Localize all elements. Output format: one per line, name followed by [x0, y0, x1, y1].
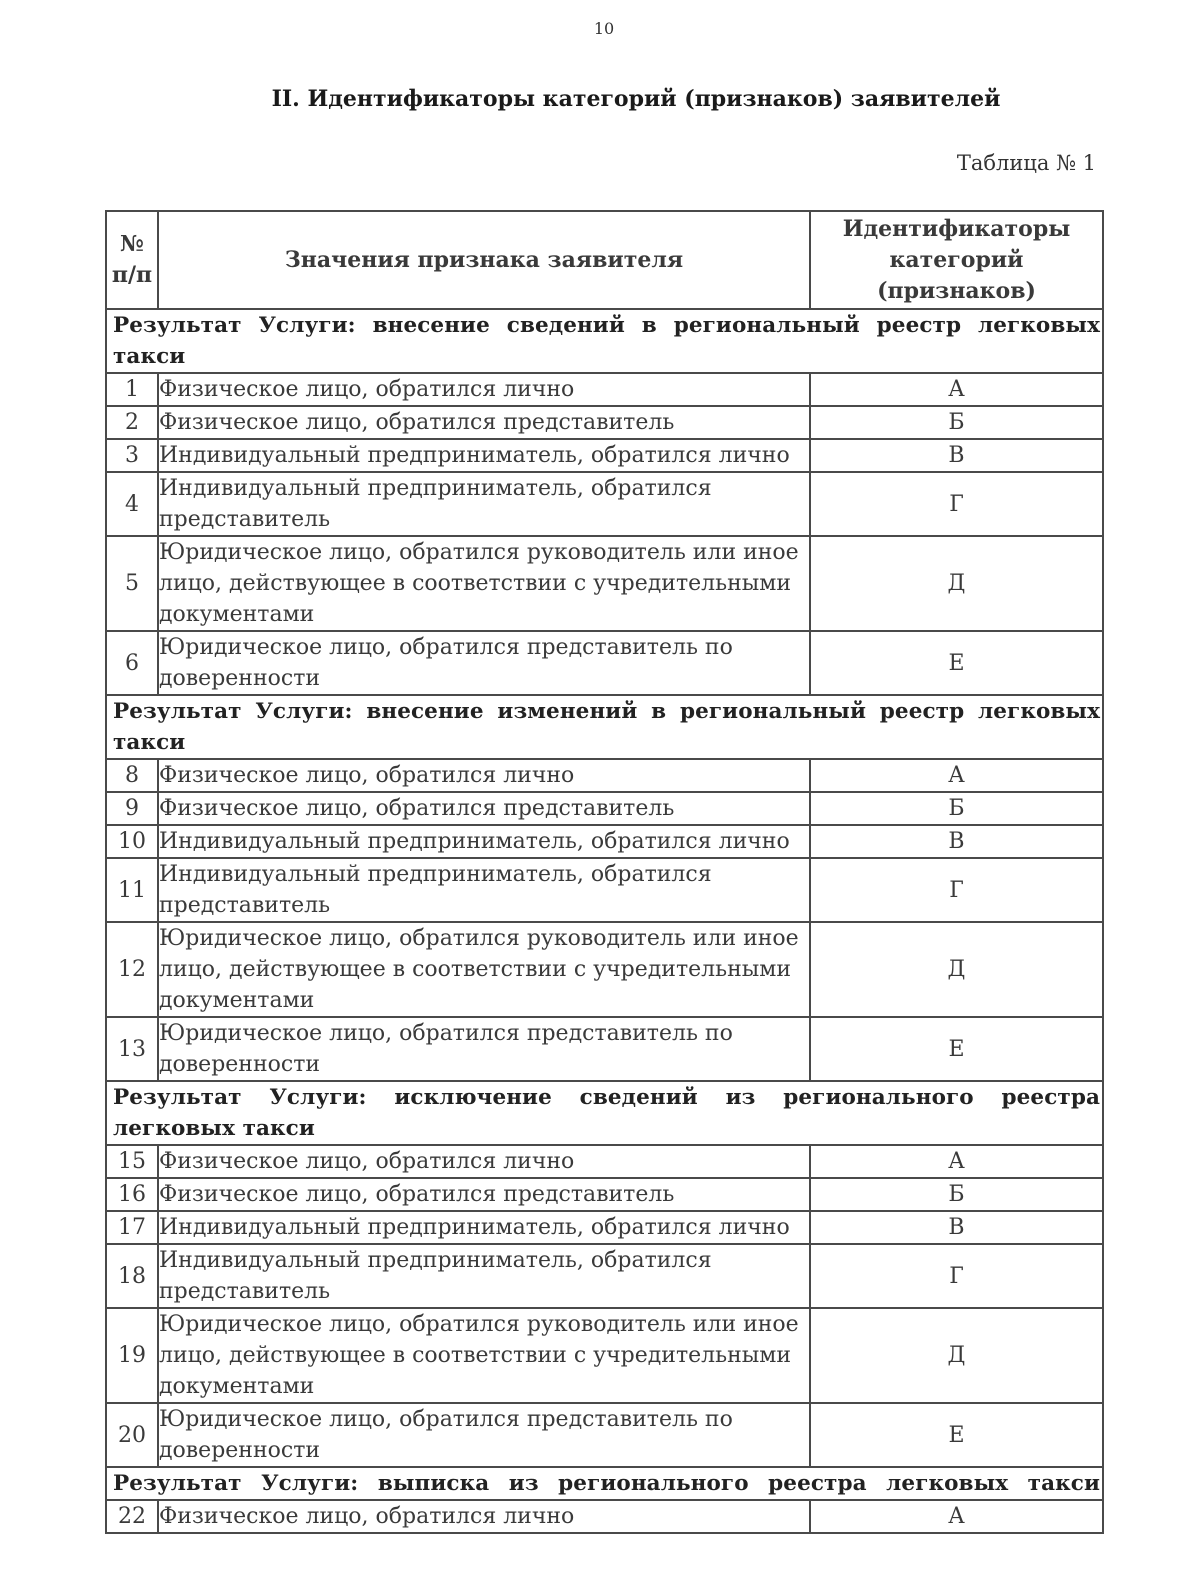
section-row	[106, 1467, 1103, 1500]
row-number-cell: 5	[106, 536, 158, 631]
table-row	[106, 439, 1103, 472]
row-value-cell: Юридическое лицо, обратился представитель по доверенности	[158, 631, 810, 695]
row-identifier-cell: Е	[810, 1403, 1103, 1467]
row-value-cell: Индивидуальный предприниматель, обратился представитель	[158, 1244, 810, 1308]
table-row	[106, 373, 1103, 406]
table-row	[106, 1308, 1103, 1403]
row-value-cell: Физическое лицо, обратился представитель	[158, 1178, 810, 1211]
table-body	[106, 309, 1103, 1533]
table-row	[106, 858, 1103, 922]
row-number-cell: 11	[106, 858, 158, 922]
table-label: Таблица № 1	[956, 151, 1096, 175]
row-number-cell: 8	[106, 759, 158, 792]
row-identifier-cell: Е	[810, 1017, 1103, 1081]
row-identifier-cell: Б	[810, 406, 1103, 439]
row-identifier-cell: Д	[810, 1308, 1103, 1403]
row-identifier-cell: А	[810, 1500, 1103, 1533]
row-number-cell: 13	[106, 1017, 158, 1081]
row-identifier-cell: А	[810, 1145, 1103, 1178]
row-identifier-cell: В	[810, 439, 1103, 472]
row-value-cell: Юридическое лицо, обратился руководитель или иное лицо, действующее в соответствии с учредительными документами	[158, 922, 810, 1017]
row-value-cell: Юридическое лицо, обратился представитель по доверенности	[158, 1017, 810, 1081]
row-value-cell: Физическое лицо, обратился лично	[158, 1145, 810, 1178]
row-value-cell: Физическое лицо, обратился лично	[158, 373, 810, 406]
table-row	[106, 922, 1103, 1017]
table-row	[106, 1145, 1103, 1178]
row-value-cell: Юридическое лицо, обратился руководитель или иное лицо, действующее в соответствии с учредительными документами	[158, 536, 810, 631]
row-value-cell: Индивидуальный предприниматель, обратился представитель	[158, 472, 810, 536]
table-row	[106, 1178, 1103, 1211]
section-row	[106, 1081, 1103, 1145]
row-identifier-cell: Б	[810, 1178, 1103, 1211]
row-number-cell: 22	[106, 1500, 158, 1533]
section-title: II. Идентификаторы категорий (признаков) заявителей	[271, 86, 1001, 112]
section-row	[106, 695, 1103, 759]
row-value-cell: Физическое лицо, обратился лично	[158, 759, 810, 792]
table-row	[106, 631, 1103, 695]
row-number-cell: 16	[106, 1178, 158, 1211]
page-number: 10	[593, 19, 615, 38]
table-row	[106, 1017, 1103, 1081]
row-number-cell: 6	[106, 631, 158, 695]
row-value-cell: Юридическое лицо, обратился руководитель или иное лицо, действующее в соответствии с учредительными документами	[158, 1308, 810, 1403]
row-number-cell: 3	[106, 439, 158, 472]
section-title-cell: Результат Услуги: исключение сведений из регионального реестра легковых такси	[106, 1081, 1103, 1145]
row-identifier-cell: А	[810, 759, 1103, 792]
row-value-cell: Индивидуальный предприниматель, обратился лично	[158, 439, 810, 472]
section-title-cell: Результат Услуги: внесение изменений в региональный реестр легковых такси	[106, 695, 1103, 759]
table-row	[106, 1403, 1103, 1467]
row-identifier-cell: Д	[810, 922, 1103, 1017]
row-identifier-cell: А	[810, 373, 1103, 406]
row-identifier-cell: Б	[810, 792, 1103, 825]
table-row	[106, 1244, 1103, 1308]
row-number-cell: 19	[106, 1308, 158, 1403]
table-row	[106, 406, 1103, 439]
row-number-cell: 9	[106, 792, 158, 825]
table-row	[106, 472, 1103, 536]
row-number-cell: 1	[106, 373, 158, 406]
header-num: № п/п	[106, 211, 158, 309]
row-number-cell: 2	[106, 406, 158, 439]
row-identifier-cell: Г	[810, 1244, 1103, 1308]
section-title-cell: Результат Услуги: внесение сведений в региональный реестр легковых такси	[106, 309, 1103, 373]
row-value-cell: Физическое лицо, обратился представитель	[158, 406, 810, 439]
row-number-cell: 12	[106, 922, 158, 1017]
table-row	[106, 1211, 1103, 1244]
row-value-cell: Физическое лицо, обратился лично	[158, 1500, 810, 1533]
section-row	[106, 309, 1103, 373]
row-identifier-cell: В	[810, 825, 1103, 858]
table-header-row	[106, 211, 1103, 309]
section-title-cell: Результат Услуги: выписка из регионального реестра легковых такси	[106, 1467, 1103, 1500]
row-identifier-cell: Е	[810, 631, 1103, 695]
header-identifier: Идентификаторы категорий (признаков)	[810, 211, 1103, 309]
row-number-cell: 20	[106, 1403, 158, 1467]
table-row	[106, 1500, 1103, 1533]
row-identifier-cell: Г	[810, 472, 1103, 536]
row-identifier-cell: В	[810, 1211, 1103, 1244]
row-number-cell: 18	[106, 1244, 158, 1308]
row-number-cell: 10	[106, 825, 158, 858]
row-number-cell: 15	[106, 1145, 158, 1178]
row-number-cell: 17	[106, 1211, 158, 1244]
header-value: Значения признака заявителя	[158, 211, 810, 309]
row-value-cell: Юридическое лицо, обратился представитель по доверенности	[158, 1403, 810, 1467]
categories-table	[105, 210, 1104, 1534]
row-value-cell: Индивидуальный предприниматель, обратился лично	[158, 825, 810, 858]
table-row	[106, 536, 1103, 631]
row-identifier-cell: Д	[810, 536, 1103, 631]
row-number-cell: 4	[106, 472, 158, 536]
row-value-cell: Индивидуальный предприниматель, обратился представитель	[158, 858, 810, 922]
table-row	[106, 825, 1103, 858]
table-row	[106, 759, 1103, 792]
row-value-cell: Физическое лицо, обратился представитель	[158, 792, 810, 825]
row-identifier-cell: Г	[810, 858, 1103, 922]
row-value-cell: Индивидуальный предприниматель, обратился лично	[158, 1211, 810, 1244]
table-row	[106, 792, 1103, 825]
